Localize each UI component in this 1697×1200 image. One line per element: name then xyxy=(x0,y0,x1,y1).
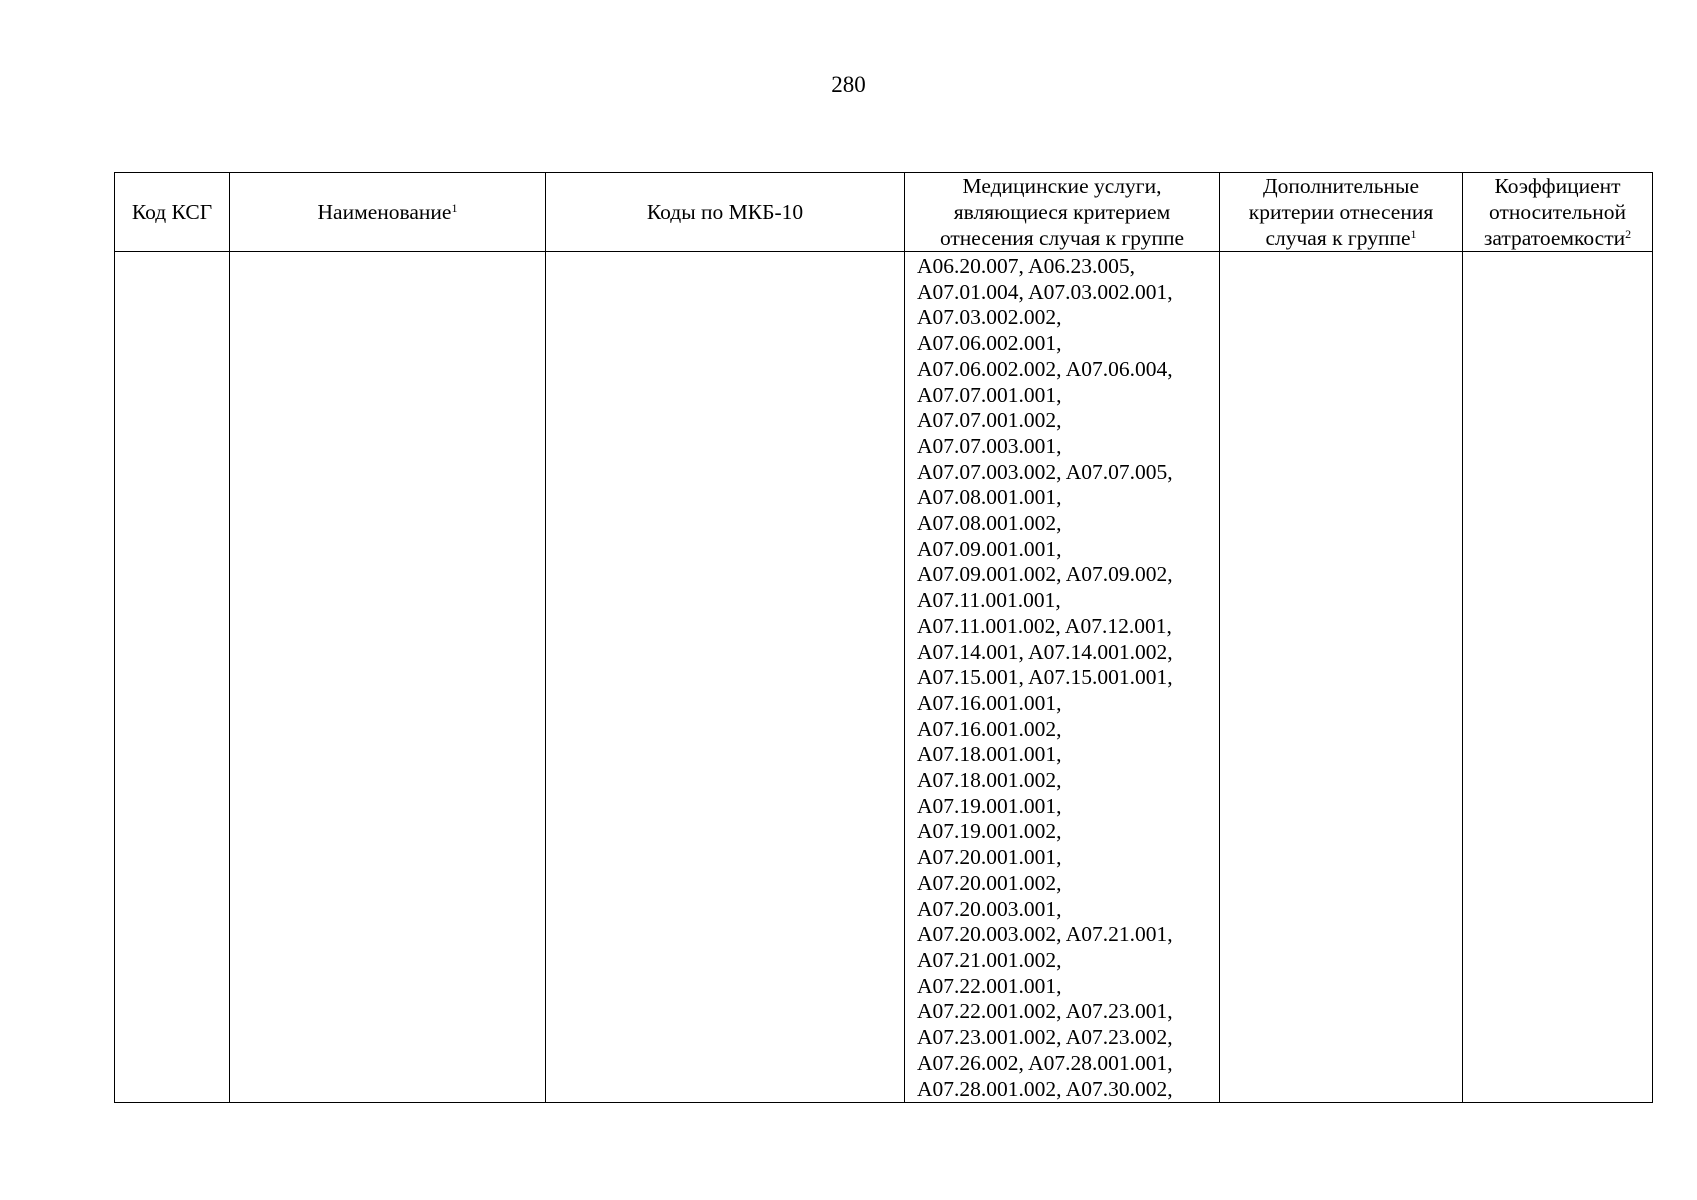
service-code-line: A07.22.001.002, A07.23.001, xyxy=(917,999,1173,1024)
service-code-line: A07.06.002.002, A07.06.004, xyxy=(917,356,1173,381)
service-code-line: A07.20.001.002, xyxy=(917,870,1062,895)
service-code-line: A07.03.002.002, xyxy=(917,305,1062,330)
service-code-line: A07.18.001.001, xyxy=(917,742,1062,767)
table-row xyxy=(115,252,1653,1103)
service-code-line: A07.20.003.002, A07.21.001, xyxy=(917,922,1173,947)
header-icd-codes: Коды по МКБ-10 xyxy=(546,173,905,252)
service-code-line: A07.14.001, A07.14.001.002, xyxy=(917,639,1173,664)
service-code-line: A07.23.001.002, A07.23.002, xyxy=(917,1025,1173,1050)
service-code-line: A06.20.007, A06.23.005, xyxy=(917,254,1135,278)
service-code-line: A07.07.001.001, xyxy=(917,382,1062,407)
service-code-line: A07.07.003.001, xyxy=(917,433,1062,458)
header-code: Код КСГ xyxy=(115,173,230,252)
header-name: Наименование$^1$ xyxy=(230,173,546,252)
footnote-marker: 1 xyxy=(451,201,458,215)
service-code-line: A07.28.001.002, A07.30.002, xyxy=(917,1076,1173,1101)
page-number: 280 xyxy=(831,72,866,97)
service-code-line: A07.19.001.002, xyxy=(917,819,1062,844)
service-code-line: A07.08.001.002, xyxy=(917,511,1062,536)
cell-code xyxy=(115,252,230,1103)
ksg-table xyxy=(114,172,1653,1103)
cell-name xyxy=(230,252,546,1103)
cell-coefficient xyxy=(1463,252,1653,1103)
cell-icd-codes xyxy=(546,252,905,1103)
service-code-line: A07.20.001.001, xyxy=(917,845,1062,870)
service-code-line: A07.01.004, A07.03.002.001, xyxy=(917,279,1173,304)
service-code-line: A07.07.001.002, xyxy=(917,408,1062,433)
service-code-line: A07.08.001.001, xyxy=(917,485,1062,510)
service-code-line: A07.15.001, A07.15.001.001, xyxy=(917,665,1173,690)
service-code-line: A07.11.001.001, xyxy=(917,588,1061,613)
table-header-row xyxy=(115,173,1653,252)
service-code-line: A07.07.003.002, A07.07.005, xyxy=(917,459,1173,484)
service-code-line: A07.09.001.001, xyxy=(917,536,1062,561)
service-code-line: A07.09.001.002, A07.09.002, xyxy=(917,562,1173,587)
header-services: Медицинские услуги, являющиеся критерием отнесения случая к группе xyxy=(905,173,1220,252)
service-code-line: A07.16.001.002, xyxy=(917,716,1062,741)
service-code-line: A07.18.001.002, xyxy=(917,768,1062,793)
header-coefficient: Коэффициент относительной затратоемкости$^2$ xyxy=(1463,173,1653,252)
service-code-line: A07.21.001.002, xyxy=(917,947,1062,972)
header-additional-criteria: Дополнительные критерии отнесения случая к группе$^1$ xyxy=(1220,173,1463,252)
cell-additional-criteria xyxy=(1220,252,1463,1103)
cell-services xyxy=(905,252,1220,1103)
footnote-marker: 1 xyxy=(1410,227,1417,241)
service-code-line: A07.16.001.001, xyxy=(917,690,1062,715)
service-code-line: A07.26.002, A07.28.001.001, xyxy=(917,1050,1173,1075)
services-list xyxy=(905,252,1219,1102)
service-code-line: A07.22.001.001, xyxy=(917,973,1062,998)
service-code-line: A07.06.002.001, xyxy=(917,331,1062,356)
footnote-marker: 2 xyxy=(1625,227,1632,241)
service-code-line: A07.19.001.001, xyxy=(917,793,1062,818)
service-code-line: A07.11.001.002, A07.12.001, xyxy=(917,613,1172,638)
service-code-line: A07.20.003.001, xyxy=(917,896,1062,921)
